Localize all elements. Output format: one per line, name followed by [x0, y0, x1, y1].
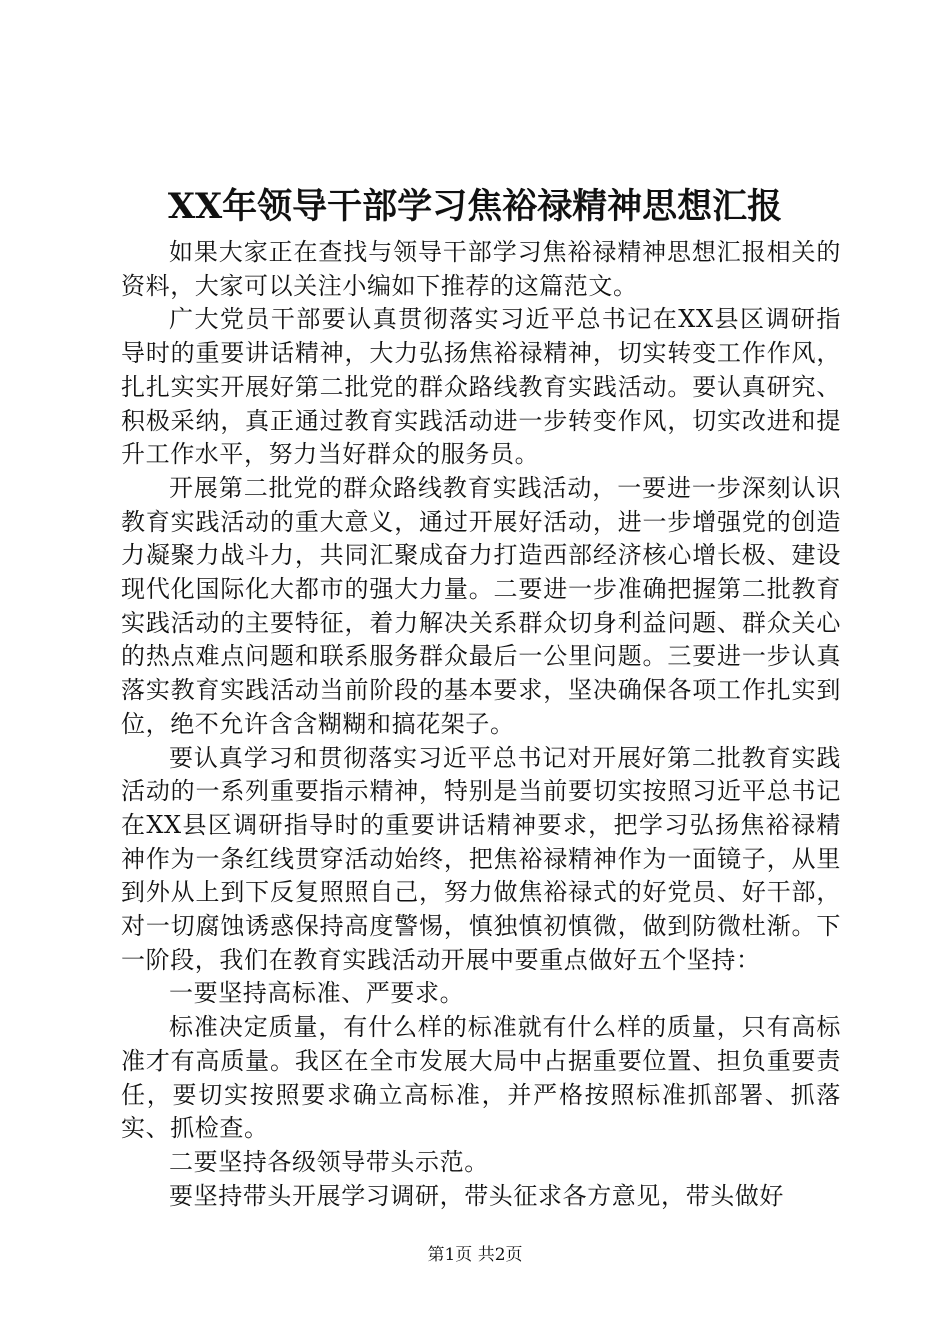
document-body [121, 236, 841, 1213]
document-title: XX年领导干部学习焦裕禄精神思想汇报 [167, 186, 783, 227]
paragraph: 要认真学习和贯彻落实习近平总书记对开展好第二批教育实践活动的一系列重要指示精神，特别是当前要切实按照习近平总书记在XX县区调研指导时的重要讲话精神要求，把学习弘扬焦裕禄精神作为一条红线贯穿活动始终，把焦裕禄精神作为一面镜子，从里到外从上到下反复照照自己，努力做焦裕禄式的好党员、好干部，对一切腐蚀诱惑保持高度警惕，慎独慎初慎微，做到防微杜渐。下一阶段，我们在教育实践活动开展中要重点做好五个坚持： [121, 743, 841, 974]
paragraph-intro: 如果大家正在查找与领导干部学习焦裕禄精神思想汇报相关的资料，大家可以关注小编如下推荐的这篇范文。 [121, 238, 841, 300]
paragraph: 开展第二批党的群众路线教育实践活动，一要进一步深刻认识教育实践活动的重大意义，通过开展好活动，进一步增强党的创造力凝聚力战斗力，共同汇聚成奋力打造西部经济核心增长极、建设现代化国际化大都市的强大力量。二要进一步准确把握第二批教育实践活动的主要特征，着力解决关系群众切身利益问题、群众关心的热点难点问题和联系服务群众最后一公里问题。三要进一步认真落实教育实践活动当前阶段的基本要求，坚决确保各项工作扎实到位，绝不允许含含糊糊和搞花架子。 [121, 473, 841, 738]
section-heading: 一要坚持高标准、严要求。 [169, 979, 465, 1008]
paragraph: 广大党员干部要认真贯彻落实习近平总书记在XX县区调研指导时的重要讲话精神，大力弘扬焦裕禄精神，切实转变工作作风，扎扎实实开展好第二批党的群众路线教育实践活动。要认真研究、积极采纳，真正通过教育实践活动进一步转变作风，切实改进和提升工作水平，努力当好群众的服务员。 [121, 305, 841, 469]
section-heading: 二要坚持各级领导带头示范。 [169, 1147, 489, 1176]
page-footer: 第1页 共2页 [427, 1245, 523, 1265]
paragraph: 标准决定质量，有什么样的标准就有什么样的质量，只有高标准才有高质量。我区在全市发展大局中占据重要位置、担负重要责任，要切实按照要求确立高标准，并严格按照标准抓部署、抓落实、抓检查。 [121, 1013, 841, 1143]
paragraph: 要坚持带头开展学习调研，带头征求各方意见，带头做好 [169, 1181, 784, 1210]
